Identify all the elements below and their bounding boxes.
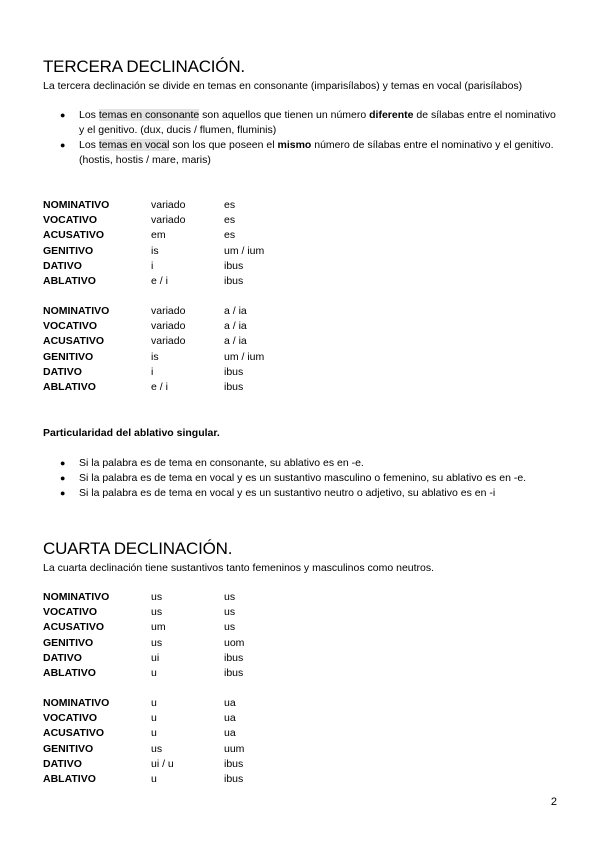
singular-ending: us [151, 606, 163, 619]
table-row [43, 304, 264, 319]
singular-ending: ui / u [151, 757, 174, 770]
bullet-temas-consonante: ● Los temas en consonante son aquellos que tienen un número diferente de sílabas entre el nominativo y el genitivo. (dux, ducis / flumen, fluminis) [60, 109, 556, 136]
singular-ending: us [151, 742, 163, 755]
singular-ending: variado [151, 305, 186, 317]
case-name: NOMINATIVO [43, 697, 110, 709]
bullet-dot-icon: ● [60, 110, 66, 120]
case-name: ABLATIVO [43, 667, 96, 680]
plural-ending: ibus [224, 773, 244, 786]
plural-ending: um / ium [224, 244, 265, 257]
plural-ending: es [224, 229, 236, 242]
singular-ending: e / i [151, 275, 168, 288]
case-name: GENITIVO [43, 636, 94, 649]
table-row [43, 636, 244, 651]
highlight-temas-vocal: temas en vocal [98, 139, 170, 151]
plural-ending: ibus [224, 381, 244, 394]
table-row [43, 319, 264, 334]
plural-ending: a / ia [224, 305, 247, 317]
case-name: NOMINATIVO [43, 199, 110, 211]
plural-ending: ua [224, 712, 236, 725]
singular-ending: u [151, 727, 157, 740]
table-row [43, 244, 264, 259]
plural-ending: ibus [224, 667, 244, 680]
cuarta-title: CUARTA DECLINACIÓN. [43, 539, 233, 558]
table-row [43, 350, 264, 365]
ablativo-bullet: ● Si la palabra es de tema en vocal y es un sustantivo neutro o adjetivo, su ablativo es en -i [60, 487, 496, 499]
table-row [43, 726, 244, 741]
bullet-dot-icon: ● [60, 488, 66, 498]
table-row [43, 380, 264, 395]
ablativo-bullet: ● Si la palabra es de tema en vocal y es un sustantivo masculino o femenino, su ablativo es en -e. [60, 472, 527, 484]
singular-ending: us [151, 591, 163, 603]
plural-ending: ua [224, 727, 236, 740]
plural-ending: us [224, 606, 236, 619]
case-name: VOCATIVO [43, 320, 98, 333]
tercera-table-consonante [43, 198, 264, 289]
plural-ending: a / ia [224, 335, 247, 348]
plural-ending: ibus [224, 275, 244, 288]
plural-ending: ibus [224, 651, 244, 664]
tercera-bullets [60, 108, 560, 168]
case-name: ACUSATIVO [43, 229, 105, 242]
singular-ending: i [151, 365, 154, 378]
plural-ending: uom [224, 636, 245, 649]
case-name: GENITIVO [43, 244, 94, 257]
cuarta-table-masc-fem [43, 590, 244, 681]
case-name: ABLATIVO [43, 381, 96, 394]
table-row [43, 696, 244, 711]
case-name: ABLATIVO [43, 275, 96, 288]
case-name: ACUSATIVO [43, 727, 105, 740]
table-row [43, 365, 264, 380]
ablativo-heading: Particularidad del ablativo singular. [43, 427, 220, 439]
singular-ending: u [151, 773, 157, 786]
tercera-table-vocal [43, 304, 264, 395]
case-name: ACUSATIVO [43, 621, 105, 634]
plural-ending: uum [224, 742, 245, 755]
singular-ending: variado [151, 335, 186, 348]
case-name: ABLATIVO [43, 773, 96, 786]
tercera-intro: La tercera declinación se divide en temas en consonante (imparisílabos) y temas en vocal (parisílabos) [43, 80, 523, 92]
singular-ending: u [151, 712, 157, 725]
table-row [43, 666, 244, 681]
table-row [43, 590, 244, 605]
bullet-dot-icon: ● [60, 140, 66, 150]
case-name: GENITIVO [43, 742, 94, 755]
ablativo-bullet: ● Si la palabra es de tema en consonante, su ablativo es en -e. [60, 457, 364, 469]
singular-ending: ui [151, 651, 160, 664]
case-name: DATIVO [43, 365, 82, 378]
bullet-dot-icon: ● [60, 473, 66, 483]
table-row [43, 651, 244, 666]
table-row [43, 711, 244, 726]
case-name: NOMINATIVO [43, 591, 110, 603]
singular-ending: is [151, 244, 159, 257]
singular-ending: u [151, 667, 157, 680]
singular-ending: e / i [151, 381, 168, 394]
ablativo-bullets [60, 456, 560, 501]
plural-ending: um / ium [224, 350, 265, 363]
plural-ending: ibus [224, 365, 244, 378]
table-row [43, 772, 244, 787]
singular-ending: um [151, 621, 166, 634]
bullet-dot-icon: ● [60, 458, 66, 468]
singular-ending: variado [151, 320, 186, 333]
cuarta-intro: La cuarta declinación tiene sustantivos tanto femeninos y masculinos como neutros. [43, 562, 435, 574]
plural-ending: es [224, 199, 236, 211]
case-name: DATIVO [43, 259, 82, 272]
singular-ending: variado [151, 199, 186, 211]
table-row [43, 757, 244, 772]
singular-ending: em [151, 229, 166, 242]
case-name: DATIVO [43, 651, 82, 664]
case-name: ACUSATIVO [43, 335, 105, 348]
table-row [43, 259, 264, 274]
plural-ending: us [224, 621, 236, 634]
case-name: VOCATIVO [43, 712, 98, 725]
plural-ending: us [224, 591, 236, 603]
singular-ending: u [151, 697, 157, 709]
highlight-temas-consonante: temas en consonante [98, 109, 200, 121]
case-name: VOCATIVO [43, 606, 98, 619]
cuarta-table-neutro [43, 696, 244, 787]
case-name: GENITIVO [43, 350, 94, 363]
plural-ending: ibus [224, 757, 244, 770]
singular-ending: us [151, 636, 163, 649]
table-row [43, 605, 244, 620]
plural-ending: es [224, 214, 236, 227]
table-row [43, 334, 264, 349]
case-name: DATIVO [43, 757, 82, 770]
plural-ending: a / ia [224, 320, 247, 333]
case-name: NOMINATIVO [43, 305, 110, 317]
table-row [43, 742, 244, 757]
plural-ending: ua [224, 697, 236, 709]
tercera-title: TERCERA DECLINACIÓN. [43, 57, 245, 76]
case-name: VOCATIVO [43, 214, 98, 227]
plural-ending: ibus [224, 259, 244, 272]
singular-ending: i [151, 259, 154, 272]
singular-ending: variado [151, 214, 186, 227]
table-row [43, 198, 264, 213]
page-number: 2 [550, 796, 557, 808]
bullet-temas-vocal: ● Los temas en vocal son los que poseen el mismo número de sílabas entre el nominativo y el genitivo. (hostis, hostis / mare, maris) [60, 139, 554, 166]
table-row [43, 228, 264, 243]
singular-ending: is [151, 350, 159, 363]
table-row [43, 620, 244, 635]
table-row [43, 274, 264, 289]
table-row [43, 213, 264, 228]
